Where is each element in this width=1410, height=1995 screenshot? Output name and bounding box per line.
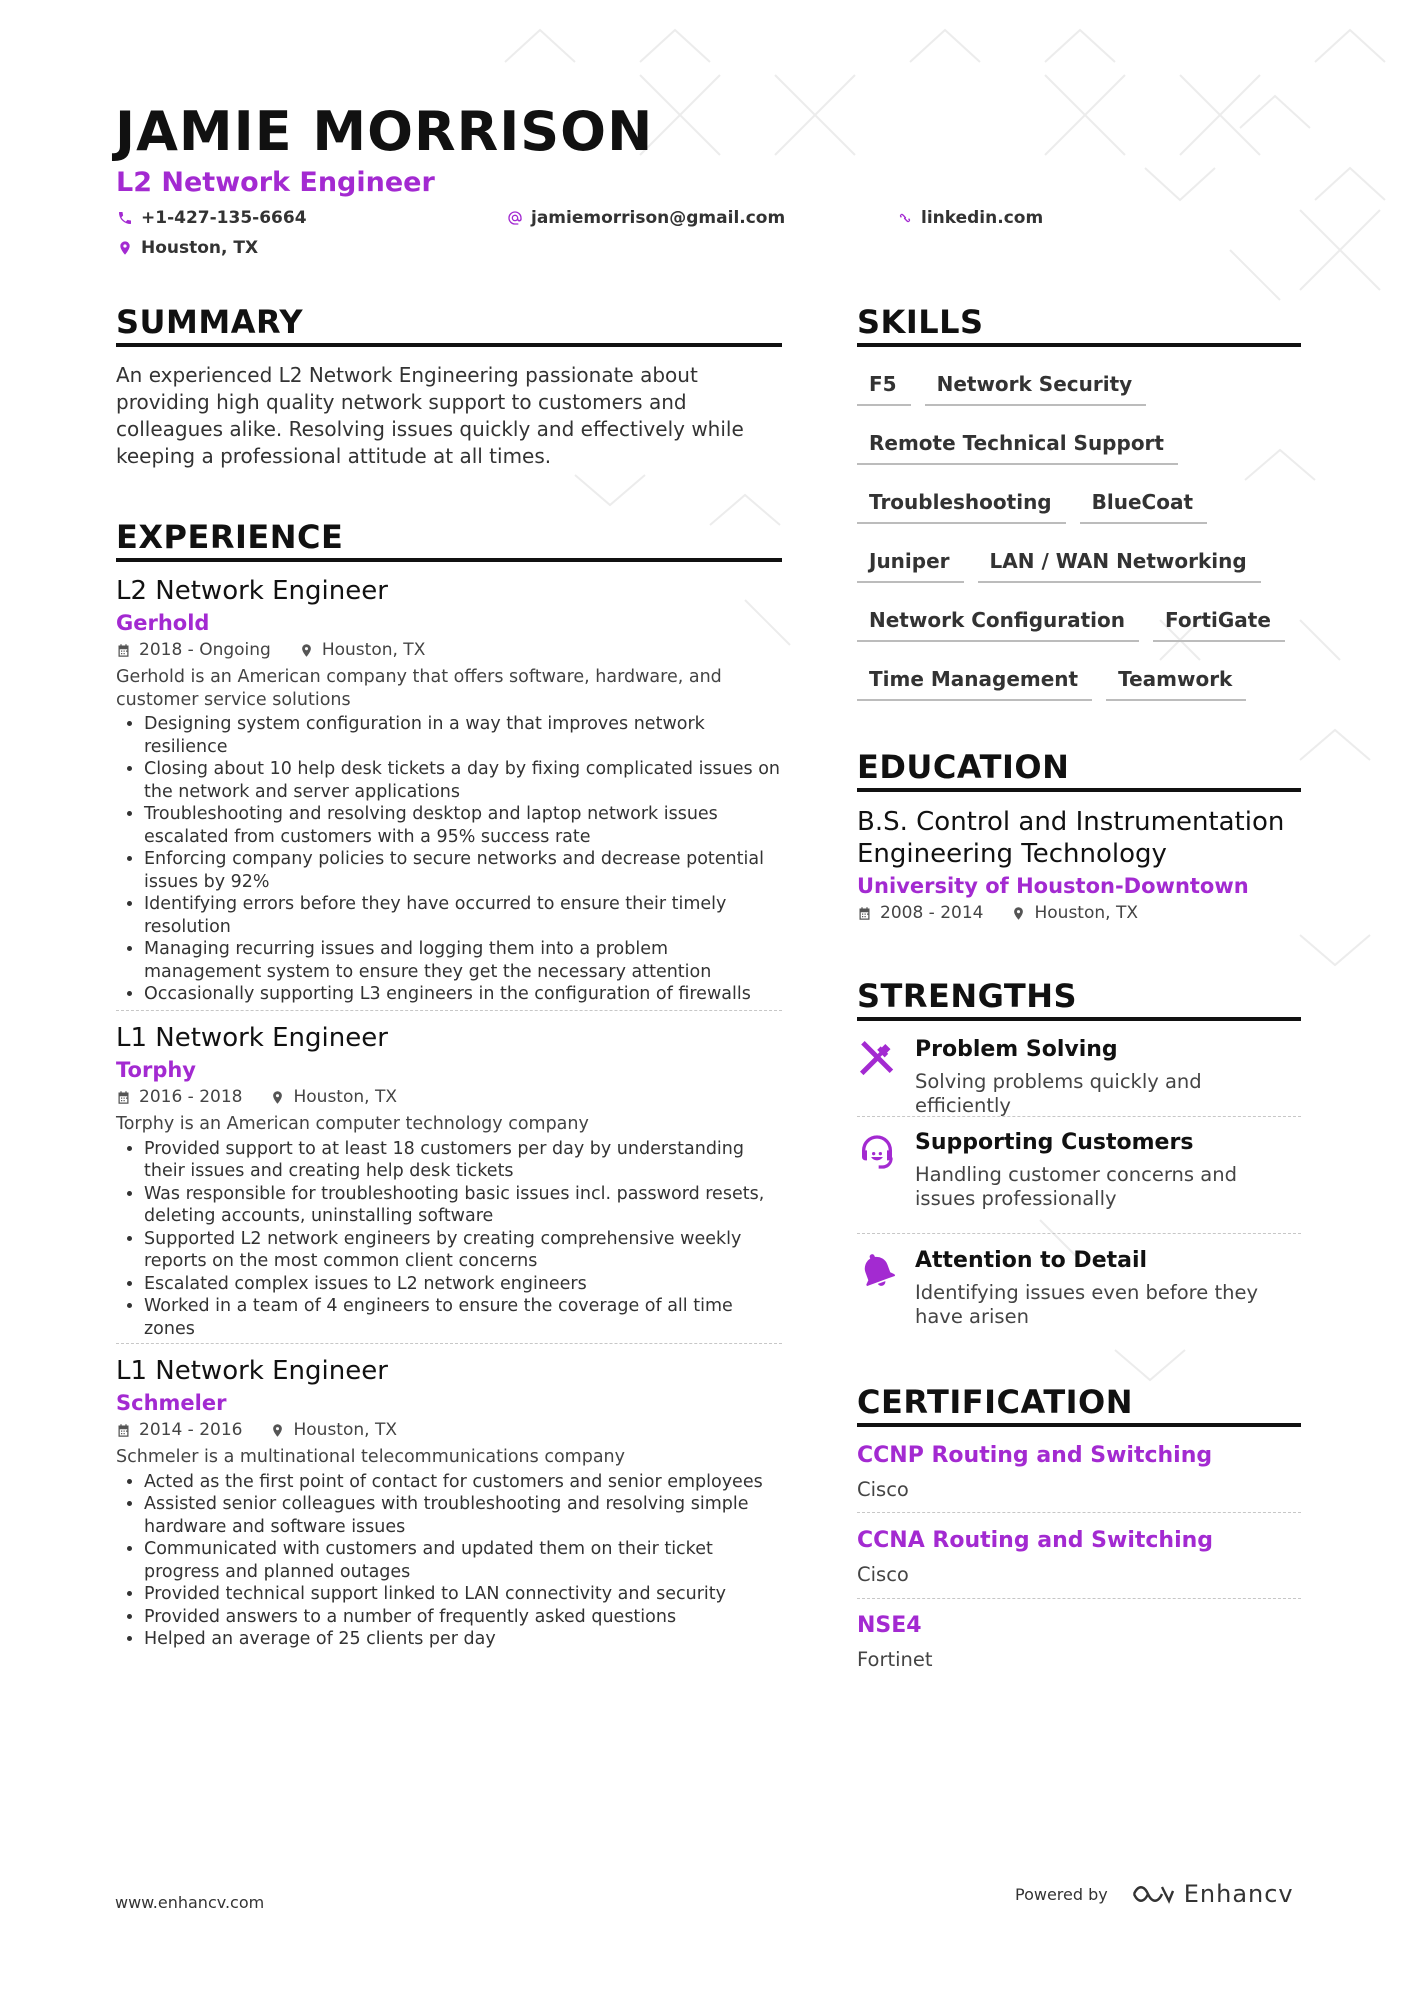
powered-by-text: Powered by (1015, 1884, 1108, 1904)
certification-item (857, 1443, 1301, 1501)
bullet: • Closing about 10 help desk tickets a day by fixing complicated issues on the network and server applications (144, 758, 782, 803)
certification-name: CCNA Routing and Switching (857, 1528, 1214, 1553)
job-description: Gerhold is an American company that offers software, hardware, and customer service solutions (116, 667, 722, 710)
bell-icon (857, 1250, 897, 1290)
experience-entry (116, 575, 782, 1006)
support-agent-icon (857, 1132, 897, 1172)
job-description: Schmeler is a multinational telecommunications company (116, 1447, 625, 1467)
job-dates-text: 2016 - 2018 (139, 1087, 243, 1107)
contact-location (117, 238, 258, 258)
strength-title: Supporting Customers (915, 1130, 1194, 1155)
bullet: • Identifying errors before they have occurred to ensure their timely resolution (144, 893, 782, 938)
job-company: Schmeler (116, 1391, 227, 1415)
bullet: • Occasionally supporting L3 engineers in the configuration of firewalls (144, 983, 782, 1006)
strength-title: Attention to Detail (915, 1248, 1148, 1273)
brand-name: Enhancv (1183, 1880, 1294, 1908)
skill-tag: Juniper (857, 543, 964, 583)
bullet: • Was responsible for troubleshooting basic issues incl. password resets, deleting accounts, uninstalling software (144, 1183, 782, 1228)
skill-tag: Remote Technical Support (857, 425, 1178, 465)
skills-heading: SKILLS (857, 303, 1301, 347)
certification-item (857, 1613, 1301, 1671)
job-dates (116, 640, 271, 660)
bullet: • Provided answers to a number of frequently asked questions (144, 1606, 782, 1629)
education-dates-text: 2008 - 2014 (880, 903, 984, 923)
entry-divider (116, 1010, 782, 1011)
phone-text: +1-427-135-6664 (141, 208, 307, 228)
bullet: • Assisted senior colleagues with troubleshooting and resolving simple hardware and software issues (144, 1493, 782, 1538)
certification-issuer: Cisco (857, 1563, 909, 1586)
bullet: • Designing system configuration in a way that improves network resilience (144, 713, 782, 758)
certification-name: NSE4 (857, 1613, 922, 1638)
certification-issuer: Fortinet (857, 1648, 933, 1671)
certification-item (857, 1528, 1301, 1586)
certification-divider (857, 1512, 1301, 1513)
summary-text: An experienced L2 Network Engineering passionate about providing high quality network support to customers and colleagues alike. Resolving issues quickly and effectively while keeping a professional attitude at all times. (116, 363, 744, 468)
candidate-name: JAMIE MORRISON (115, 100, 654, 163)
strength-description: Solving problems quickly and efficiently (915, 1070, 1202, 1117)
linkedin-text: linkedin.com (921, 208, 1044, 228)
strength-title: Problem Solving (915, 1037, 1118, 1062)
location-pin-icon (299, 643, 314, 658)
contact-linkedin[interactable] (897, 208, 1043, 228)
contact-phone[interactable] (117, 208, 307, 228)
job-location-text: Houston, TX (293, 1087, 397, 1107)
strength-description: Identifying issues even before they have arisen (915, 1281, 1259, 1328)
bullet: • Supported L2 network engineers by creating comprehensive weekly reports on the most common client concerns (144, 1228, 782, 1273)
bullet: • Managing recurring issues and logging them into a problem management system to ensure they get the necessary attention (144, 938, 782, 983)
skill-tag: F5 (857, 366, 911, 406)
skill-tag: FortiGate (1153, 602, 1285, 642)
skill-tag: Network Configuration (857, 602, 1139, 642)
job-location (270, 1087, 397, 1107)
certification-divider (857, 1598, 1301, 1599)
experience-heading: EXPERIENCE (116, 518, 782, 562)
bullet: • Acted as the first point of contact for customers and senior employees (144, 1471, 782, 1494)
skills-list (857, 366, 1317, 720)
job-dates-text: 2018 - Ongoing (139, 640, 271, 660)
job-title: L2 Network Engineer (116, 576, 388, 606)
job-location (299, 640, 426, 660)
bullet: • Troubleshooting and resolving desktop and laptop network issues escalated from customers with a 95% success rate (144, 803, 782, 848)
job-location-text: Houston, TX (321, 640, 426, 660)
bullet: • Helped an average of 25 clients per day (144, 1628, 782, 1651)
link-icon (897, 210, 913, 226)
bullet: • Enforcing company policies to secure networks and decrease potential issues by 92% (144, 848, 782, 893)
summary-heading: SUMMARY (116, 303, 782, 347)
job-location-text: Houston, TX (293, 1420, 397, 1440)
strength-item (857, 1037, 1301, 1118)
job-company: Torphy (116, 1058, 196, 1082)
strengths-heading: STRENGTHS (857, 977, 1301, 1021)
bullet: • Communicated with customers and updated them on their ticket progress and planned outages (144, 1538, 782, 1583)
job-bullets (116, 713, 782, 1006)
entry-divider (116, 1343, 782, 1344)
job-title: L1 Network Engineer (116, 1356, 388, 1386)
certification-name: CCNP Routing and Switching (857, 1443, 1213, 1468)
job-title: L1 Network Engineer (116, 1023, 388, 1053)
location-text: Houston, TX (141, 238, 259, 258)
strength-description: Handling customer concerns and issues professionally (915, 1163, 1237, 1210)
job-dates-text: 2014 - 2016 (139, 1420, 243, 1440)
job-bullets (116, 1471, 782, 1651)
phone-icon (117, 210, 133, 226)
education-degree: B.S. Control and Instrumentation Engineering Technology (857, 807, 1285, 869)
bullet: • Provided technical support linked to LAN connectivity and security (144, 1583, 782, 1606)
email-text: jamiemorrison@gmail.com (531, 208, 786, 228)
strength-item (857, 1130, 1301, 1211)
strength-divider (857, 1116, 1301, 1117)
experience-entry (116, 1355, 782, 1651)
at-sign-icon (507, 210, 523, 226)
location-pin-icon (270, 1090, 285, 1105)
skill-tag: Troubleshooting (857, 484, 1066, 524)
education-location-text: Houston, TX (1034, 903, 1138, 923)
education-school: University of Houston-Downtown (857, 874, 1249, 898)
skill-tag: Teamwork (1106, 661, 1246, 701)
strength-divider (857, 1233, 1301, 1234)
location-pin-icon (1011, 906, 1026, 921)
skill-tag: Time Management (857, 661, 1092, 701)
footer-website-link[interactable]: www.enhancv.com (115, 1893, 265, 1912)
experience-entry (116, 1022, 782, 1340)
education-location (1011, 903, 1138, 923)
calendar-icon (116, 1423, 131, 1438)
enhancv-logo-icon (1130, 1881, 1174, 1907)
bullet: • Escalated complex issues to L2 network engineers (144, 1273, 782, 1296)
strength-item (857, 1248, 1301, 1329)
job-company: Gerhold (116, 611, 210, 635)
job-dates (116, 1087, 242, 1107)
education-heading: EDUCATION (857, 748, 1301, 792)
bullet: • Provided support to at least 18 customers per day by understanding their issues and creating help desk tickets (144, 1138, 782, 1183)
certification-heading: CERTIFICATION (857, 1383, 1301, 1427)
contact-email[interactable] (507, 208, 785, 228)
calendar-icon (116, 1090, 131, 1105)
job-bullets (116, 1138, 782, 1341)
education-dates (857, 903, 983, 923)
job-dates (116, 1420, 242, 1440)
bullet: • Worked in a team of 4 engineers to ensure the coverage of all time zones (144, 1295, 782, 1340)
certification-issuer: Cisco (857, 1478, 909, 1501)
tools-icon (857, 1039, 897, 1079)
job-description: Torphy is an American computer technology company (116, 1114, 589, 1134)
skill-tag: Network Security (925, 366, 1147, 406)
skill-tag: BlueCoat (1080, 484, 1207, 524)
calendar-icon (857, 906, 872, 921)
skill-tag: LAN / WAN Networking (978, 543, 1261, 583)
candidate-role: L2 Network Engineer (116, 167, 435, 198)
job-location (270, 1420, 397, 1440)
footer-branding[interactable] (1015, 1880, 1294, 1908)
calendar-icon (116, 643, 131, 658)
education-entry (857, 806, 1301, 923)
location-pin-icon (270, 1423, 285, 1438)
brand (1130, 1880, 1294, 1908)
location-pin-icon (117, 240, 133, 256)
